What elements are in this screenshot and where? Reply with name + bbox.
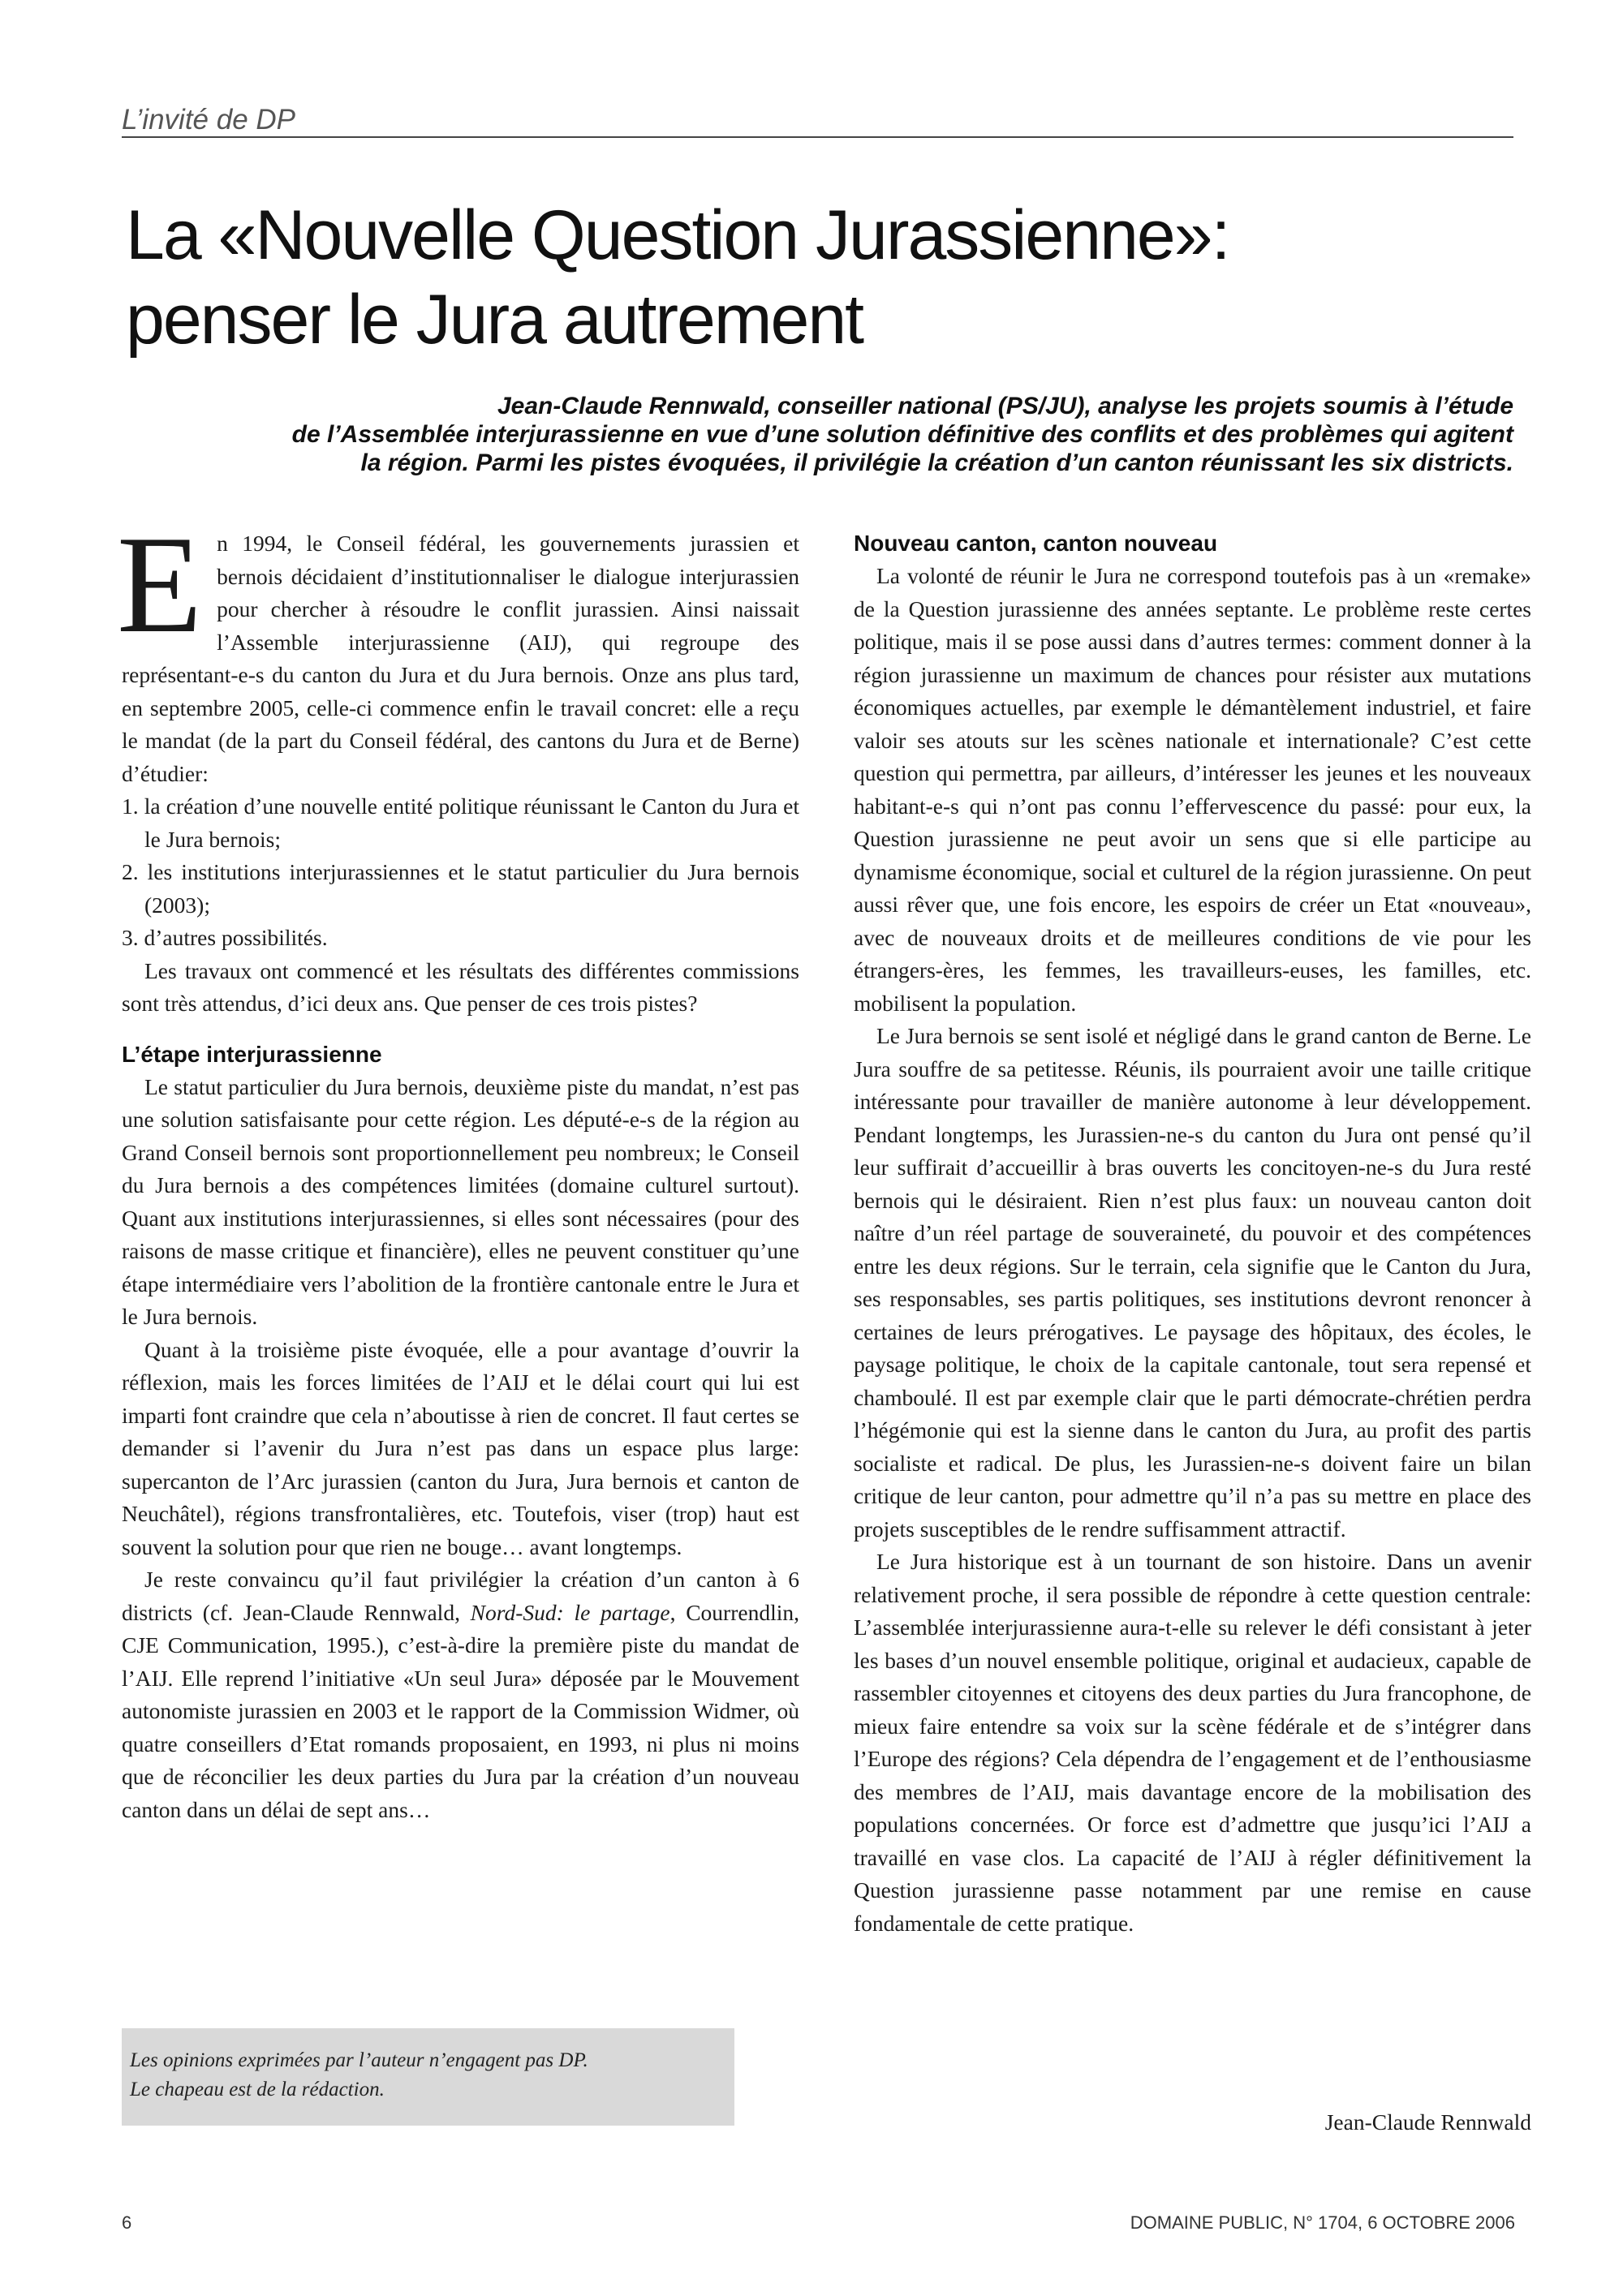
paragraph: Le statut particulier du Jura bernois, deuxième piste du mandat, n’est pas une solution satisfaisante pour cette région. Les député-e-s de la région au Grand Conseil bernois sont proportionnellement peu nombreux; le Conseil du Jura bernois a des compétences limitées (domaine culturel surtout). Quant aux institutions interjurassiennes, si elles sont nécessaires (pour des raisons de masse critique et financière), elles ne peuvent constituer qu’une étape intermédiaire vers l’abolition de la frontière cantonale entre le Jura et le Jura bernois. (122, 1073, 799, 1329)
drop-cap: E (117, 508, 203, 662)
editorial-note (122, 2028, 734, 2126)
list-item: 1. la création d’une nouvelle entité politique réunissant le Canton du Jura et le Jura bernois; (122, 793, 799, 852)
lead-line-2: de l’Assemblée interjurassienne en vue d’une solution définitive des conflits et des problèmes qui agitent (291, 421, 1513, 448)
note-line-1: Les opinions exprimées par l’auteur n’engagent pas DP. (130, 2049, 588, 2071)
paragraph-reference: Je reste convaincu qu’il faut privilégier la création d’un canton à 6 districts (cf. Jean-Claude Rennwald, Nord-Sud: le partage, Courrendlin, CJE Communication, 1995.), c’est-à-dire la première piste du mandat de l’AIJ. Elle reprend l’initiative «Un seul Jura» déposée par le Mouvement autonomiste jurassien en 2003 et le rapport de la Commission Widmer, où quatre conseillers d’Etat romands proposaient, en 1993, ni plus ni moins que de réconcilier les deux parties du Jura par la création d’un nouveau canton dans un délai de sept ans… (122, 1567, 799, 1822)
author-signature: Jean-Claude Rennwald (1324, 2109, 1531, 2135)
right-column (854, 527, 1531, 1940)
book-title: Nord-Sud: le partage (470, 1599, 670, 1625)
paragraph: La volonté de réunir le Jura ne correspond toutefois pas à un «remake» de la Question jurassienne des années septante. Le problème reste certes politique, mais il se pose aussi dans d’autres termes: comment donner à la région jurassienne un maximum de chances pour résister aux mutations économiques actuelles, par exemple le démantèlement industriel, et faire valoir ses atouts sur les scènes nationale et internationale? C’est cette question qui permettra, par ailleurs, d’intéresser les jeunes et les nouveaux habitant-e-s qui n’ont pas connu l’effervescence du passé: pour eux, la Question jurassienne ne peut avoir un sens que si elle participe au dynamisme économique, social et culturel de la région jurassienne. On peut aussi rêver que, une fois encore, les espoirs de créer un Etat «nouveau», avec de nouveaux droits et de meilleures conditions de vie pour les étrangers-ères, les femmes, les travailleurs-euses, les familles, etc. mobilisent la population. (854, 563, 1531, 1016)
article-headline (126, 193, 1505, 362)
article-lead (122, 392, 1513, 477)
note-line-2: Le chapeau est de la rédaction. (130, 2079, 385, 2100)
left-column (117, 508, 799, 1826)
lead-line-3: la région. Parmi les pistes évoquées, il privilégie la création d’un canton réunissant les six districts. (360, 449, 1513, 476)
intro-text: n 1994, le Conseil fédéral, les gouvernements jurassien et bernois décidaient d’institutionnaliser le dialogue interjurassien pour chercher à résoudre le conflit jurassien. Ainsi naissait l’Assemble interjurassienne (AIJ), qui regroupe des représentant-e-s du canton du Jura et du Jura bernois. Onze ans plus tard, en septembre 2005, celle-ci commence enfin le travail concret: elle a reçu le mandat (de la part du Conseil fédéral, des cantons du Jura et de Berne) d’étudier: (122, 531, 799, 786)
publication-footer: DOMAINE PUBLIC, N° 1704, 6 OCTOBRE 2006 (1130, 2212, 1515, 2233)
list-item: 3. d’autres possibilités. (122, 925, 328, 950)
headline-line-2: penser le Jura autrement (126, 281, 863, 359)
list-item: 2. les institutions interjurassiennes et le statut particulier du Jura bernois (2003); (122, 859, 799, 918)
paragraph: Le Jura historique est à un tournant de son histoire. Dans un avenir relativement proche, il sera possible de répondre à cette question centrale: L’assemblée interjurassienne aura-t-elle su relever le défi consistant à jeter les bases d’un nouvel ensemble politique, original et audacieux, capable de rassembler citoyennes et citoyens des deux parties du Jura francophone, de mieux faire entendre sa voix sur la scène fédérale et de s’intégrer dans l’Europe des régions? Cela dépendra de l’engagement et de l’enthousiasme des membres de l’AIJ, mais davantage encore de la mobilisation des populations concernées. Or force est d’admettre que jusqu’ici l’AIJ a travaillé en vase clos. La capacité de l’AIJ à régler définitivement la Question jurassienne passe notamment par une remise en cause fondamentale de cette pratique. (854, 1549, 1531, 1936)
paragraph: Le Jura bernois se sent isolé et négligé dans le grand canton de Berne. Le Jura souffre de sa petitesse. Réunis, ils pourraient avoir une taille critique intéressante pour travailler de manière autonome à leur développement. Pendant longtemps, les Jurassien-ne-s du canton du Jura ont pensé qu’il leur suffirait d’accueillir à bras ouverts les concitoyen-ne-s du Jura resté bernois qui le désiraient. Rien n’est plus faux: un nouveau canton doit naître d’un réel partage de souveraineté, du pouvoir et des compétences entre les deux régions. Sur le terrain, cela signifie que le Canton du Jura, ses responsables, ses partis politiques, ses institutions devront renoncer à certaines de leurs prérogatives. Le paysage des hôpitaux, des écoles, le paysage politique, le choix de la capitale cantonale, tout sera repensé et chamboulé. Il est par exemple clair que le parti démocrate-chrétien perdra l’hégémonie qui est la sienne dans le canton du Jura, au profit des partis socialiste et radical. De plus, les Jurassien-ne-s doivent faire un bilan critique de leur canton, pour admettre qu’il n’a pas su mettre en place des projets susceptibles de le rendre suffisamment attractif. (854, 1023, 1531, 1541)
paragraph: Quant à la troisième piste évoquée, elle a pour avantage d’ouvrir la réflexion, mais les forces limitées de l’AIJ et le délai court qui lui est imparti font craindre que cela n’aboutisse à rien de concret. Il faut certes se demander si l’avenir du Jura n’est pas dans un espace plus large: supercanton de l’Arc jurassien (canton du Jura, Jura bernois et canton de Neuchâtel), régions transfrontalières, etc. Toutefois, viser (trop) haut est souvent la solution pour que rien ne bouge… avant longtemps. (122, 1336, 799, 1559)
subheading-nouveau-canton: Nouveau canton, canton nouveau (854, 531, 1218, 556)
subheading-etape: L’étape interjurassienne (122, 1041, 382, 1067)
mandate-list (122, 790, 799, 955)
paragraph: Les travaux ont commencé et les résultats des différentes commissions sont très attendus, d’ici deux ans. Que penser de ces trois pistes? (122, 957, 799, 1016)
page-number: 6 (122, 2212, 132, 2233)
lead-line-1: Jean-Claude Rennwald, conseiller national (PS/JU), analyse les projets soumis à l’étude (497, 393, 1513, 419)
headline-line-1: La «Nouvelle Question Jurassienne»: (126, 196, 1229, 274)
section-rubric: L’invité de DP (122, 104, 296, 135)
intro-paragraph (117, 508, 799, 790)
rubric-divider (122, 136, 1513, 138)
